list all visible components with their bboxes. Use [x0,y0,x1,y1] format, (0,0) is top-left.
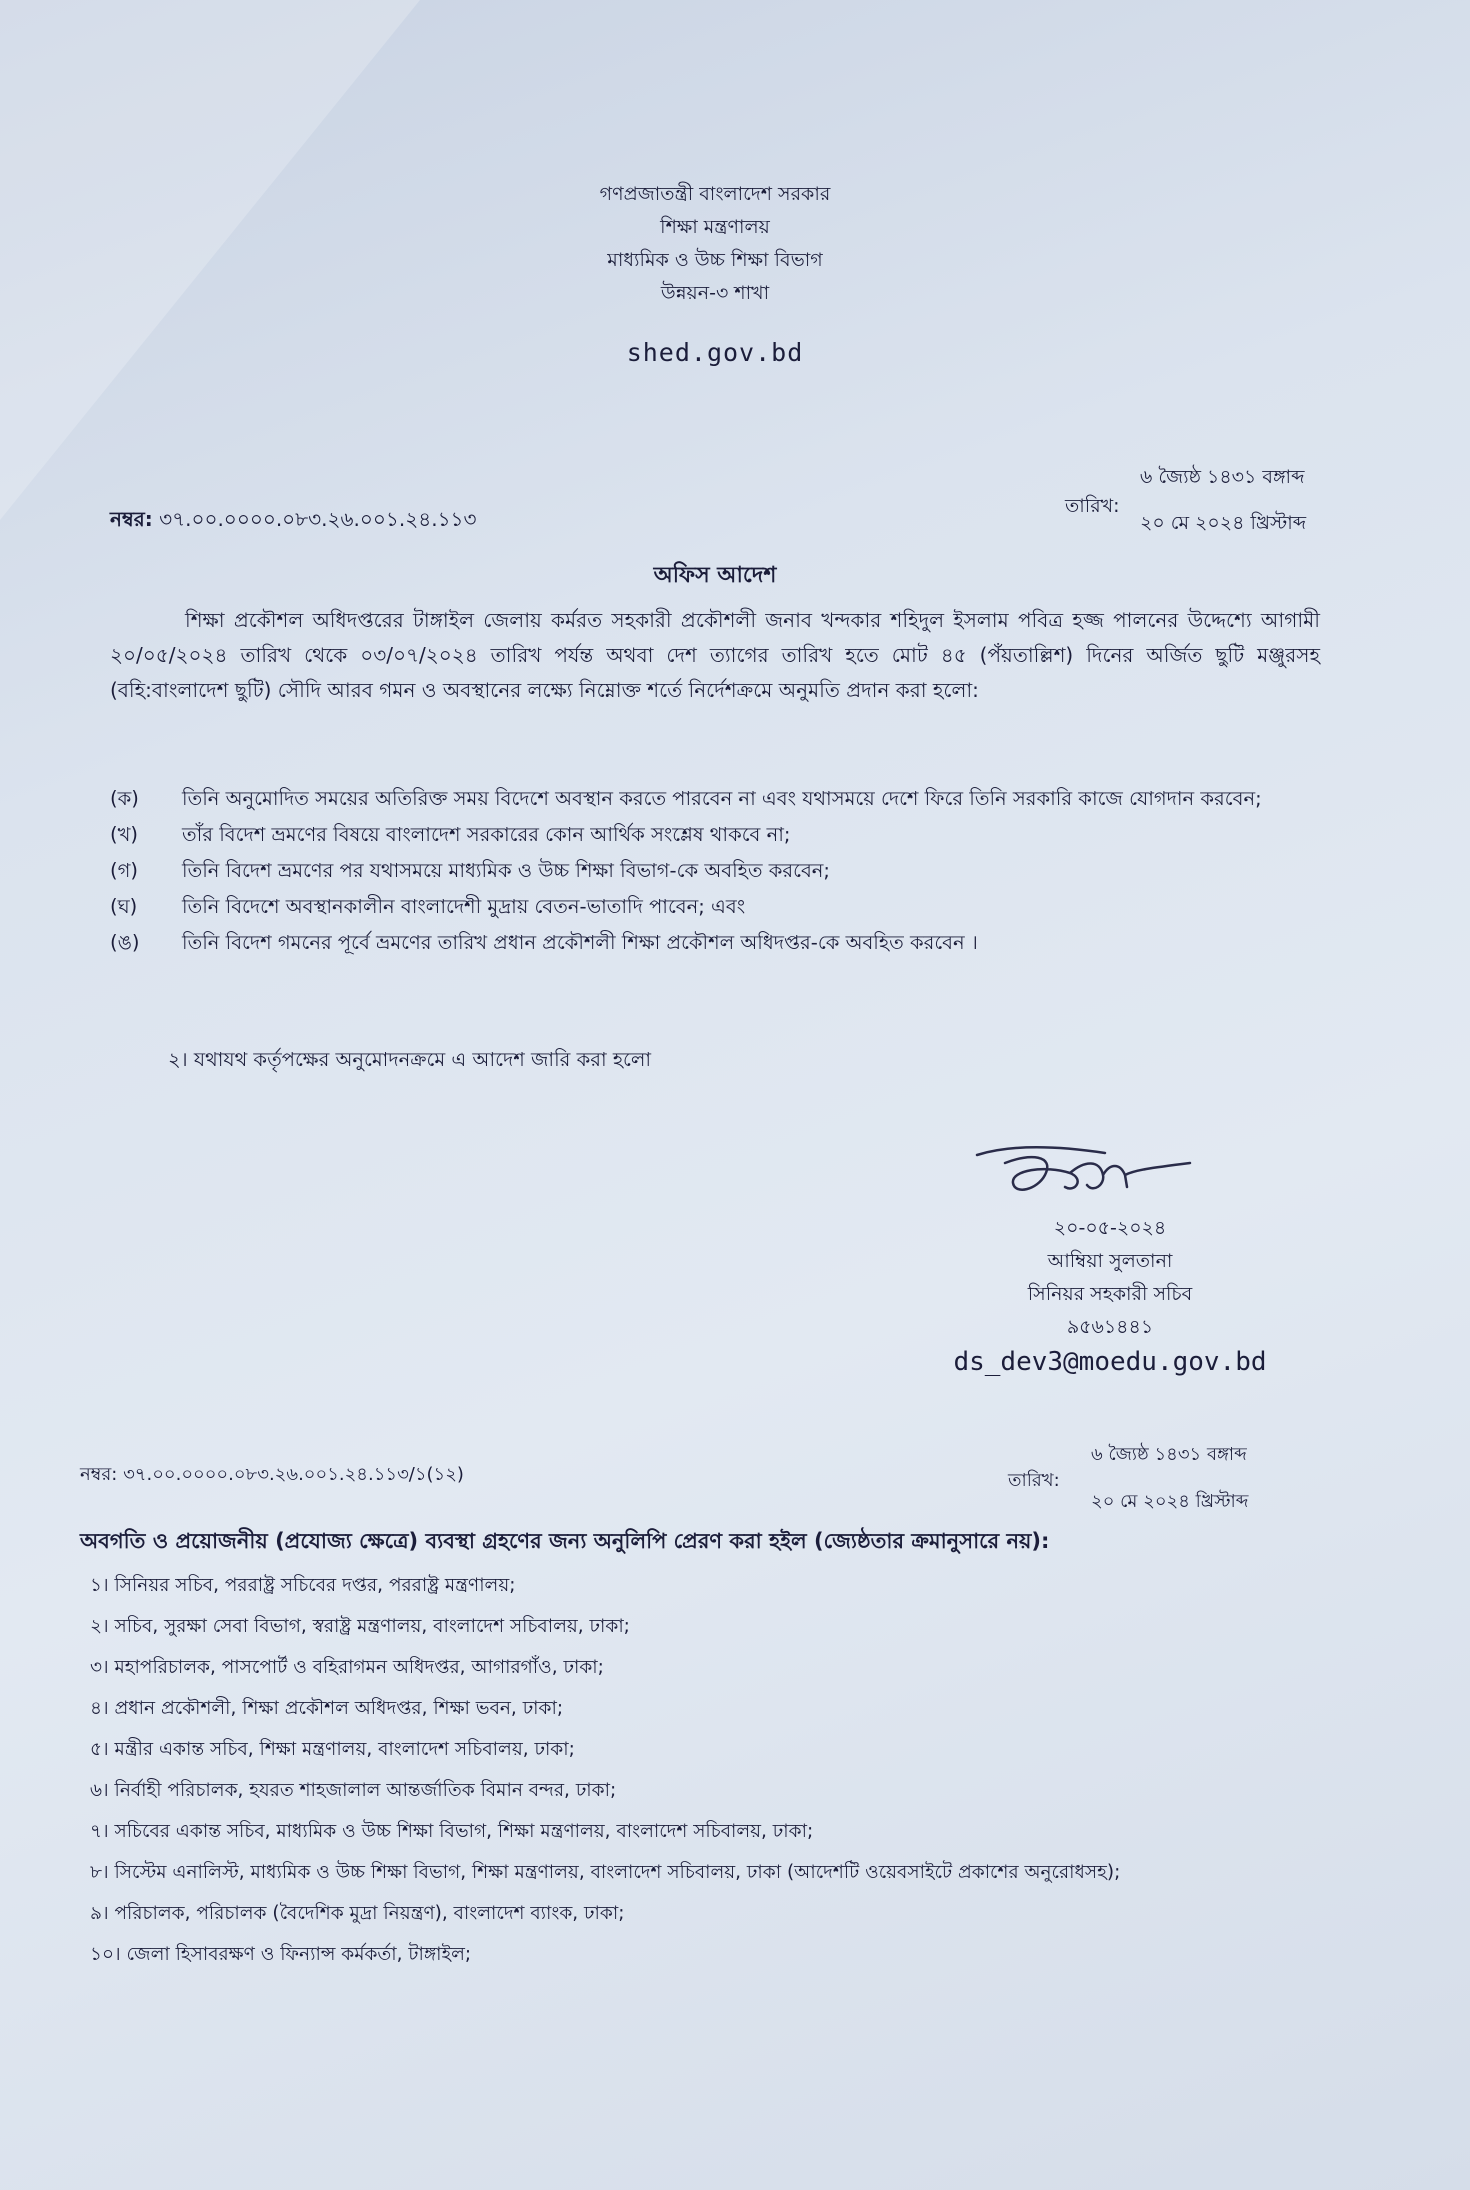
distribution-item: ৪। প্রধান প্রকৌশলী, শিক্ষা প্রকৌশল অধিদপ্তর, শিক্ষা ভবন, ঢাকা; [90,1698,564,1719]
handwritten-signature [975,1135,1195,1210]
distribution-item: ৩। মহাপরিচালক, পাসপোর্ট ও বহিরাগমন অধিদপ্তর, আগারগাঁও, ঢাকা; [90,1657,604,1678]
order-title: অফিস আদেশ [653,563,777,588]
condition-text: তিনি বিদেশে অবস্থানকালীন বাংলাদেশী মুদ্রায় বেতন-ভাতাদি পাবেন; এবং [182,895,746,918]
distribution-item: ৫। মন্ত্রীর একান্ত সচিব, শিক্ষা মন্ত্রণালয়, বাংলাদেশ সচিবালয়, ঢাকা; [90,1739,575,1760]
copy-memo-date-bengali: ৬ জ্যৈষ্ঠ ১৪৩১ বঙ্গাব্দ [1091,1444,1247,1465]
distribution-heading: অবগতি ও প্রয়োজনীয় (প্রযোজ্য ক্ষেত্রে) ব্যবস্থা গ্রহণের জন্য অনুলিপি প্রেরণ করা হইল (জ্যেষ্ঠতার ক্রমানুসারে নয়): [80,1529,1050,1553]
signatory-phone: ৯৫৬১৪৪১ [1066,1316,1154,1338]
condition-item [110,783,1325,815]
condition-item [110,927,1325,959]
memo-number-label: নম্বর: [110,507,153,531]
distribution-list [90,1565,1420,1975]
memo-date-bengali: ৬ জ্যৈষ্ঠ ১৪৩১ বঙ্গাব্দ [1140,466,1305,488]
letterhead-line-ministry: শিক্ষা মন্ত্রণালয় [660,216,770,238]
website-url: shed.gov.bd [626,338,804,367]
condition-key: (গ) [110,859,138,882]
distribution-item: ৬। নির্বাহী পরিচালক, হযরত শাহজালাল আন্তর্জাতিক বিমান বন্দর, ঢাকা; [90,1780,617,1801]
order-body: শিক্ষা প্রকৌশল অধিদপ্তরের টাঙ্গাইল জেলায় কর্মরত সহকারী প্রকৌশলী জনাব খন্দকার শহিদুল ইসলাম পবিত্র হজ্জ পালনের উদ্দেশ্যে আগামী ২০/০৫/২০২৪ তারিখ থেকে ০৩/০৭/২০২৪ তারিখ পর্যন্ত অথবা দেশ ত্যাগের তারিখ হতে মোট ৪৫ (পঁয়তাল্লিশ) দিনের অর্জিত ছুটি মঞ্জুরসহ (বহি:বাংলাদেশ ছুটি) সৌদি আরব গমন ও অবস্থানের লক্ষ্যে নিম্নোক্ত শর্তে নির্দেশক্রমে অনুমতি প্রদান করা হলো: [110,608,1320,702]
condition-key: (ঙ) [110,931,140,954]
copy-memo-date-label: তারিখ: [1008,1470,1060,1491]
memo-number [110,505,477,538]
condition-item [110,855,1325,887]
memo-date-label: তারিখ: [1065,495,1120,517]
condition-text: তাঁর বিদেশ ভ্রমণের বিষয়ে বাংলাদেশ সরকারের কোন আর্থিক সংশ্লেষ থাকবে না; [182,823,791,846]
condition-text: তিনি বিদেশ গমনের পূর্বে ভ্রমণের তারিখ প্রধান প্রকৌশলী শিক্ষা প্রকৌশল অধিদপ্তর-কে অবহিত করবেন । [182,931,978,954]
condition-text: তিনি অনুমোদিত সময়ের অতিরিক্ত সময় বিদেশে অবস্থান করতে পারবেন না এবং যথাসময়ে দেশে ফিরে তিনি সরকারি কাজে যোগদান করবেন; [182,787,1262,810]
condition-item [110,819,1325,851]
signatory-block [900,1212,1320,1379]
memo-date-gregorian: ২০ মে ২০২৪ খ্রিস্টাব্দ [1140,512,1307,534]
memo-number-value: ৩৭.০০.০০০০.০৮৩.২৬.০০১.২৪.১১৩ [159,507,477,531]
condition-key: (ক) [110,787,139,810]
letterhead-line-branch: উন্নয়ন-৩ শাখা [660,282,770,304]
conditions-list [110,783,1325,963]
signature-date: ২০-০৫-২০২৪ [1053,1217,1167,1239]
distribution-item: ১। সিনিয়র সচিব, পররাষ্ট্র সচিবের দপ্তর, পররাষ্ট্র মন্ত্রণালয়; [90,1575,516,1596]
condition-item [110,891,1325,923]
letterhead [0,178,1430,310]
copy-memo-number [80,1460,464,1491]
distribution-item: ৮। সিস্টেম এনালিস্ট, মাধ্যমিক ও উচ্চ শিক্ষা বিভাগ, শিক্ষা মন্ত্রণালয়, বাংলাদেশ সচিবালয়, ঢাকা (আদেশটি ওয়েবসাইটে প্রকাশের অনুরোধসহ); [90,1862,1121,1883]
distribution-item: ৭। সচিবের একান্ত সচিব, মাধ্যমিক ও উচ্চ শিক্ষা বিভাগ, শিক্ষা মন্ত্রণালয়, বাংলাদেশ সচিবালয়, ঢাকা; [90,1821,814,1842]
letterhead-line-government: গণপ্রজাতন্ত্রী বাংলাদেশ সরকার [599,183,831,205]
distribution-item: ৯। পরিচালক, পরিচালক (বৈদেশিক মুদ্রা নিয়ন্ত্রণ), বাংলাদেশ ব্যাংক, ঢাকা; [90,1903,625,1924]
condition-text: তিনি বিদেশ ভ্রমণের পর যথাসময়ে মাধ্যমিক ও উচ্চ শিক্ষা বিভাগ-কে অবহিত করবেন; [182,859,831,882]
signatory-designation: সিনিয়র সহকারী সচিব [1027,1283,1193,1305]
copy-memo-number-label: নম্বর: [80,1464,118,1485]
letterhead-line-division: মাধ্যমিক ও উচ্চ শিক্ষা বিভাগ [607,249,823,271]
copy-memo-date-gregorian: ২০ মে ২০২৪ খ্রিস্টাব্দ [1091,1491,1249,1512]
condition-key: (খ) [110,823,139,846]
distribution-item: ১০। জেলা হিসাবরক্ষণ ও ফিন্যান্স কর্মকর্তা, টাঙ্গাইল; [90,1944,472,1965]
distribution-item: ২। সচিব, সুরক্ষা সেবা বিভাগ, স্বরাষ্ট্র মন্ত্রণালয়, বাংলাদেশ সচিবালয়, ঢাকা; [90,1616,630,1637]
approval-paragraph: ২। যথাযথ কর্তৃপক্ষের অনুমোদনক্রমে এ আদেশ জারি করা হলো [168,1048,652,1071]
signatory-email: ds_dev3@moedu.gov.bd [953,1347,1267,1377]
copy-memo-number-value: ৩৭.০০.০০০০.০৮৩.২৬.০০১.২৪.১১৩/১(১২) [123,1464,464,1485]
signatory-name: আম্বিয়া সুলতানা [1047,1250,1173,1272]
condition-key: (ঘ) [110,895,138,918]
